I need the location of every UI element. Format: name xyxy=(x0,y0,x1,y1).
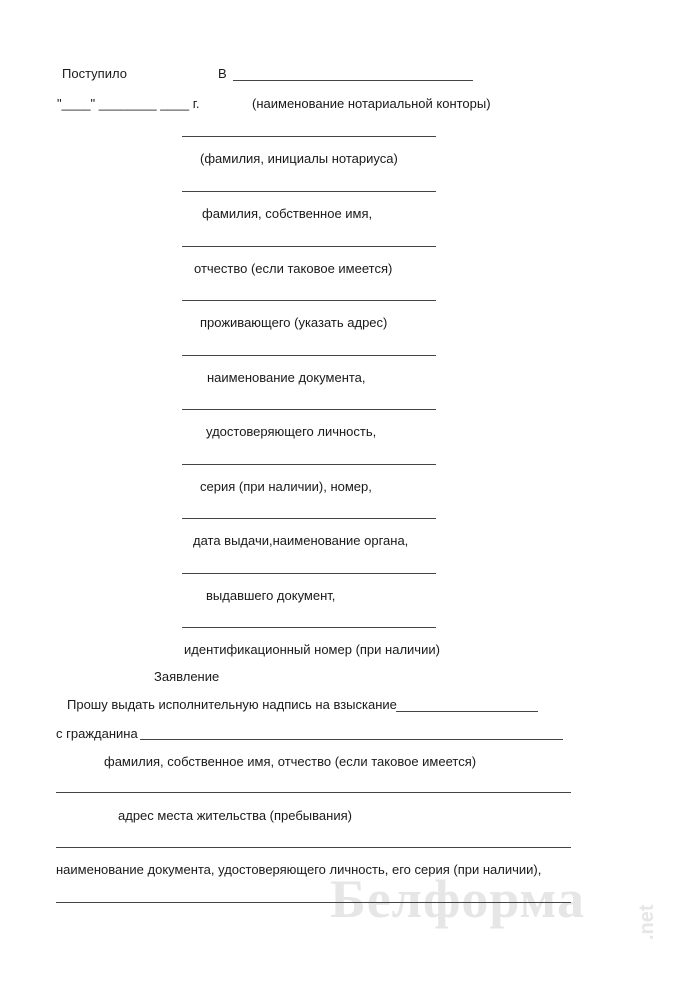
applicant-field-line[interactable] xyxy=(182,464,436,465)
statement-title: Заявление xyxy=(154,669,220,684)
applicant-field-caption: выдавшего документ, xyxy=(206,588,336,603)
applicant-field-caption: фамилия, собственное имя, xyxy=(202,206,373,221)
debtor-field-line[interactable] xyxy=(56,847,571,848)
applicant-field-caption: серия (при наличии), номер, xyxy=(200,479,372,494)
debtor-field-caption: фамилия, собственное имя, отчество (если таковое имеется) xyxy=(104,754,477,769)
debtor-citizen-field[interactable] xyxy=(140,739,563,740)
applicant-field-line[interactable] xyxy=(182,627,436,628)
debtor-field-line[interactable] xyxy=(56,792,571,793)
applicant-field-caption: дата выдачи,наименование органа, xyxy=(193,533,409,548)
applicant-field-line[interactable] xyxy=(182,300,436,301)
applicant-field-line[interactable] xyxy=(182,518,436,519)
request-text: Прошу выдать исполнительную надпись на взыскание xyxy=(67,697,397,712)
debtor-field-caption: наименование документа, удостоверяющего личность, его серия (при наличии), xyxy=(56,862,542,877)
to-label: В xyxy=(218,66,227,81)
applicant-field-line[interactable] xyxy=(182,355,436,356)
debtor-field-caption: адрес места жительства (пребывания) xyxy=(118,808,352,823)
notary-name-field[interactable] xyxy=(182,136,436,137)
debtor-field-line[interactable] xyxy=(56,902,571,903)
applicant-field-caption: идентификационный номер (при наличии) xyxy=(184,642,440,657)
notary-office-field[interactable] xyxy=(233,80,473,81)
recovery-subject-field[interactable] xyxy=(396,711,538,712)
applicant-field-caption: отчество (если таковое имеется) xyxy=(194,261,393,276)
notary-office-caption: (наименование нотариальной конторы) xyxy=(252,96,491,111)
from-citizen-label: с гражданина xyxy=(56,726,138,741)
notary-name-caption: (фамилия, инициалы нотариуса) xyxy=(200,151,398,166)
watermark-suffix: .net xyxy=(636,904,658,940)
applicant-field-line[interactable] xyxy=(182,409,436,410)
watermark-brand: Белформа xyxy=(330,869,585,929)
applicant-field-line[interactable] xyxy=(182,246,436,247)
applicant-field-line[interactable] xyxy=(182,573,436,574)
received-label: Поступило xyxy=(62,66,127,81)
applicant-field-line[interactable] xyxy=(182,191,436,192)
applicant-field-caption: удостоверяющего личность, xyxy=(206,424,377,439)
applicant-field-caption: проживающего (указать адрес) xyxy=(200,315,388,330)
applicant-field-caption: наименование документа, xyxy=(207,370,366,385)
date-line: "____" ________ ____ г. xyxy=(57,96,200,111)
